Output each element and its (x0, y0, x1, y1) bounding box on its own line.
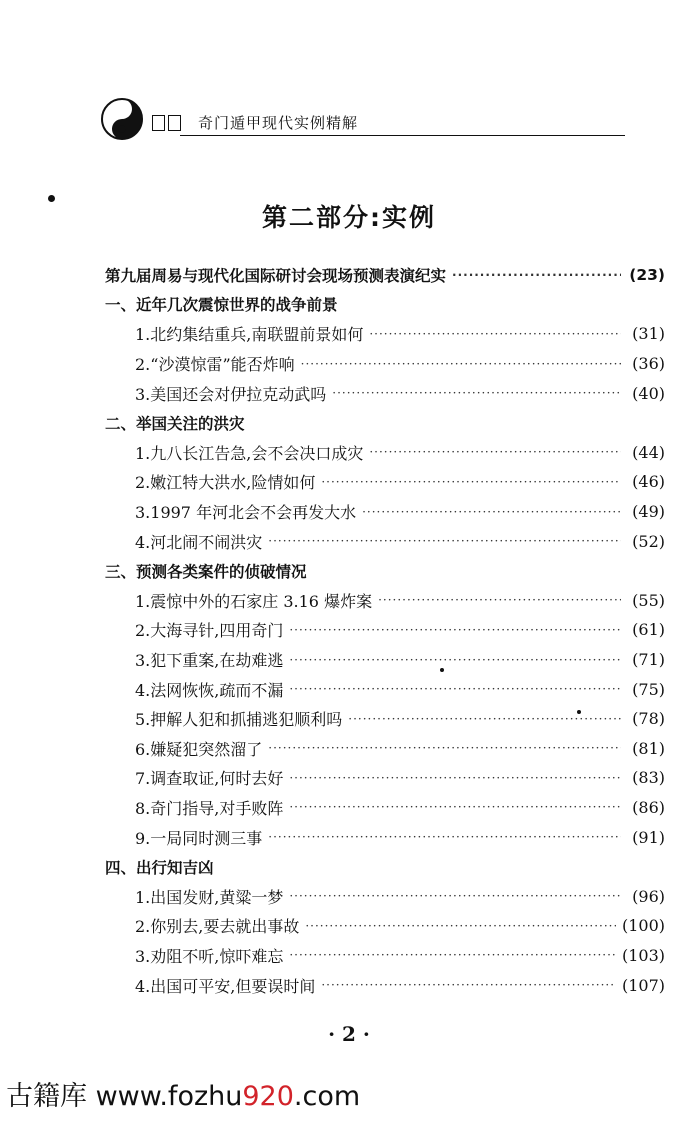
watermark-prefix: 古籍库 www.fozhu (6, 1081, 243, 1112)
toc-entry (105, 704, 665, 734)
toc-page-number: (75) (632, 679, 665, 699)
toc-entry-title: 1.震惊中外的石家庄 3.16 爆炸案 (135, 591, 373, 611)
toc-entry-title: 三、预测各类案件的侦破情况 (105, 562, 307, 581)
toc-entry-title: 一、近年几次震惊世界的战争前景 (105, 296, 338, 315)
dot-leader (305, 919, 616, 933)
toc-heading (105, 556, 665, 586)
dot-leader (289, 682, 621, 696)
toc-entry-title: 2.嫩江特大洪水,险情如何 (135, 473, 316, 493)
toc-page-number: (71) (632, 650, 665, 670)
site-watermark (6, 1074, 360, 1113)
dot-leader (369, 327, 621, 341)
toc-entry (105, 586, 665, 616)
dot-leader (369, 445, 621, 459)
toc-page-number: (81) (632, 738, 665, 758)
book-title: 奇门遁甲现代实例精解 (198, 114, 359, 132)
toc-page-number: (78) (632, 709, 665, 729)
dot-leader (332, 386, 621, 400)
dot-leader (321, 475, 621, 489)
toc-page-number: (46) (632, 472, 665, 492)
dot-leader (268, 534, 621, 548)
toc-page-number: (96) (632, 886, 665, 906)
toc-entry-title: 4.河北闹不闹洪灾 (135, 532, 263, 552)
watermark-number: 920 (242, 1081, 294, 1112)
toc-entry-title: 1.出国发财,黄粱一梦 (135, 887, 284, 907)
table-of-contents (105, 260, 665, 1000)
toc-entry (105, 822, 665, 852)
toc-entry-title: 2.你别去,要去就出事故 (135, 917, 300, 937)
toc-entry-title: 2.大海寻针,四用奇门 (135, 621, 284, 641)
toc-entry-title: 2.“沙漠惊雷”能否炸响 (135, 355, 295, 375)
toc-page-number: (52) (632, 531, 665, 551)
watermark-suffix: .com (293, 1081, 361, 1112)
toc-entry (105, 763, 665, 793)
toc-entry (105, 941, 665, 971)
header-box-marks (152, 115, 181, 131)
header-rule (180, 135, 625, 136)
toc-entry (105, 526, 665, 556)
dot-leader (268, 741, 621, 755)
toc-entry-title: 1.九八长江告急,会不会决口成灾 (135, 443, 364, 463)
toc-entry (105, 378, 665, 408)
toc-page-number: (31) (632, 324, 665, 344)
toc-page-number: (44) (632, 442, 665, 462)
toc-page-number: (86) (632, 797, 665, 817)
dot-leader (289, 800, 621, 814)
page-number: · 2 · (328, 1022, 370, 1046)
section-title: 第二部分:实例 (262, 203, 436, 232)
dot-leader (452, 268, 621, 282)
dot-leader (378, 593, 621, 607)
toc-entry (105, 615, 665, 645)
toc-entry (105, 911, 665, 941)
toc-page-number: (107) (621, 975, 665, 995)
toc-entry-title: 8.奇门指导,对手败阵 (135, 798, 284, 818)
toc-page-number: (49) (632, 502, 665, 522)
toc-entry-title: 3.犯下重案,在劫难逃 (135, 651, 284, 671)
toc-page-number: (103) (621, 945, 665, 965)
toc-entry (105, 674, 665, 704)
toc-page-number: (61) (632, 620, 665, 640)
dot-leader (348, 712, 621, 726)
toc-entry-title: 3.美国还会对伊拉克动武吗 (135, 384, 327, 404)
toc-entry-title: 四、出行知吉凶 (105, 858, 214, 877)
toc-entry (105, 438, 665, 468)
toc-entry-title: 第九届周易与现代化国际研讨会现场预测表演纪实 (105, 266, 447, 285)
toc-entry (105, 881, 665, 911)
toc-entry (105, 467, 665, 497)
toc-entry (105, 645, 665, 675)
toc-page-number: (55) (632, 590, 665, 610)
toc-heading (105, 852, 665, 882)
toc-entry-title: 4.出国可平安,但要误时间 (135, 976, 316, 996)
dot-leader (289, 653, 621, 667)
toc-entry-title: 6.嫌疑犯突然溜了 (135, 739, 263, 759)
toc-page-number: (40) (632, 383, 665, 403)
toc-page-number: (100) (621, 916, 665, 936)
toc-page-number: (83) (632, 768, 665, 788)
dot-leader (268, 830, 621, 844)
toc-heading (105, 290, 665, 320)
toc-entry (105, 793, 665, 823)
toc-page-number: (36) (632, 354, 665, 374)
toc-entry (105, 497, 665, 527)
toc-heading (105, 408, 665, 438)
dot-leader (362, 505, 621, 519)
taiji-yin-yang-icon (100, 97, 144, 141)
dot-leader (289, 623, 621, 637)
toc-entry-title: 9.一局同时测三事 (135, 828, 263, 848)
toc-entry (105, 319, 665, 349)
running-header (100, 97, 630, 147)
toc-entry-title: 1.北约集结重兵,南联盟前景如何 (135, 325, 364, 345)
toc-entry (105, 349, 665, 379)
dot-leader (321, 978, 616, 992)
toc-entry (105, 734, 665, 764)
toc-page-number: (91) (632, 827, 665, 847)
toc-entry-title: 7.调查取证,何时去好 (135, 769, 284, 789)
toc-entry-title: 二、举国关注的洪灾 (105, 414, 245, 433)
dot-leader (289, 889, 621, 903)
toc-entry-title: 3.1997 年河北会不会再发大水 (135, 503, 357, 523)
dot-leader (289, 948, 616, 962)
toc-entry-title: 3.劝阻不听,惊吓难忘 (135, 946, 284, 966)
toc-heading (105, 260, 665, 290)
toc-entry (105, 970, 665, 1000)
dot-leader (289, 771, 621, 785)
dot-leader (301, 357, 621, 371)
toc-entry-title: 4.法网恢恢,疏而不漏 (135, 680, 284, 700)
toc-page-number: (23) (629, 265, 665, 284)
toc-entry-title: 5.押解人犯和抓捕逃犯顺利吗 (135, 710, 343, 730)
